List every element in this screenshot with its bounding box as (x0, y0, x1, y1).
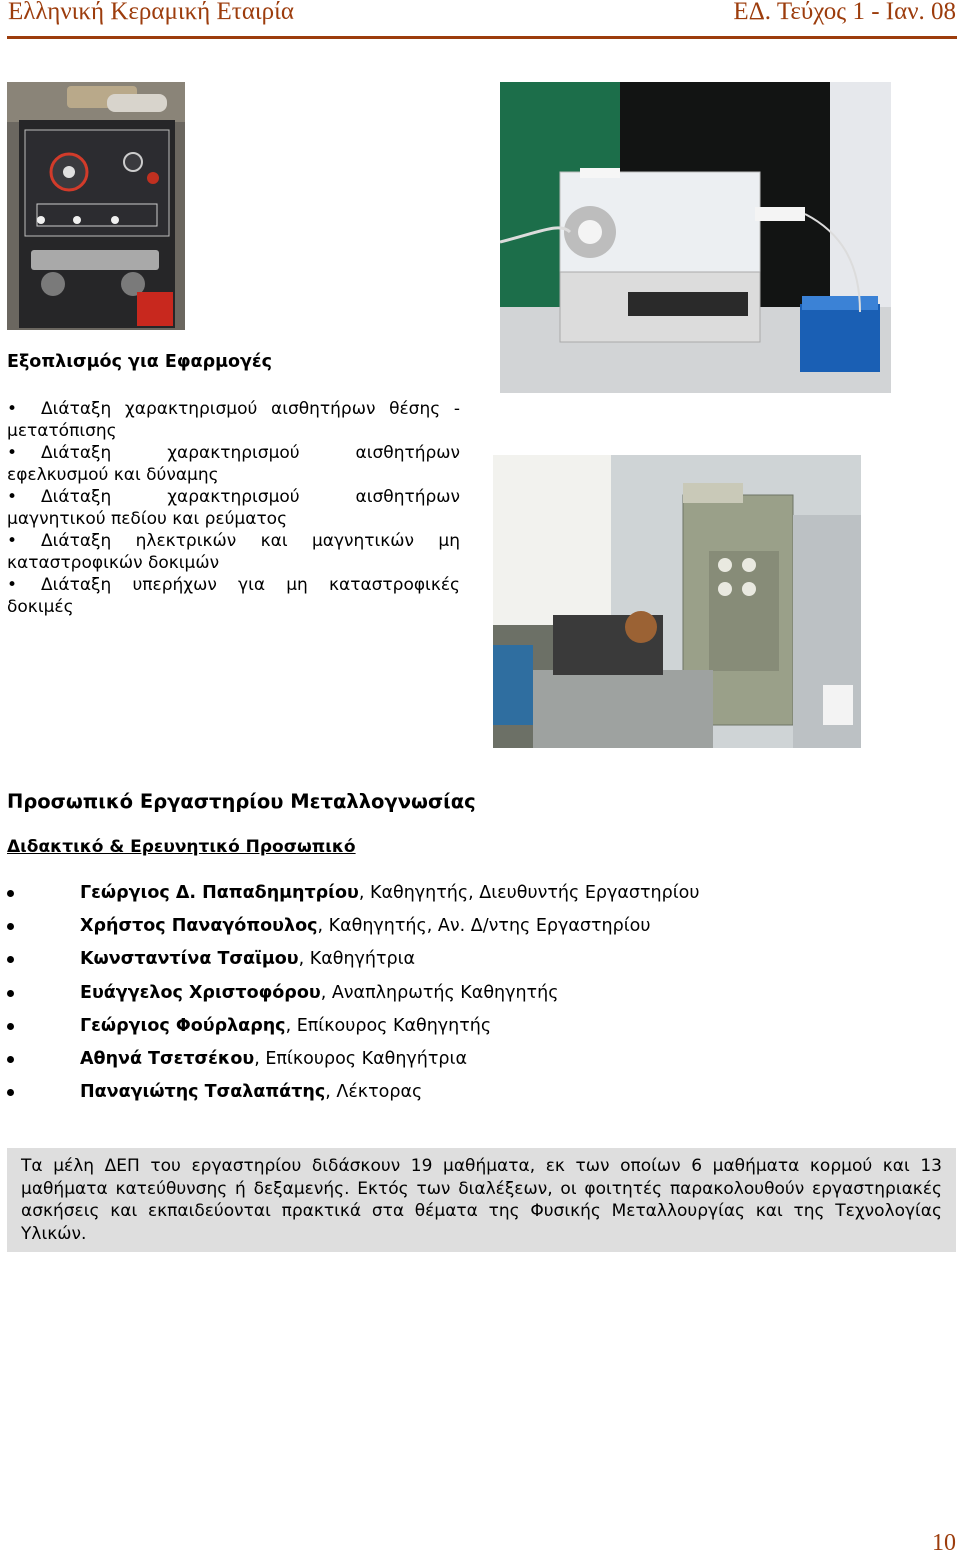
staff-name: Κωνσταντίνα Τσαϊμου (80, 949, 299, 970)
bullet-icon (7, 990, 14, 997)
staff-row (7, 1013, 907, 1046)
list-item: • Διάταξη χαρακτηρισμού αισθητήρων μαγνητικού πεδίου και ρεύματος (7, 487, 460, 529)
info-box: Τα μέλη ΔΕΠ του εργαστηρίου διδάσκουν 19 μαθήματα, εκ των οποίων 6 μαθήματα κορμού και 13 μαθήματα κατεύθυνσης ή δεξαμενής. Εκτός των διαλέξεων, οι φοιτητές παρακολουθούν εργαστηριακές ασκήσεις και εκπαιδεύονται πρακτικά στα θέματα της Φυσικής Μεταλλουργίας και της Τεχνολογίας Υλικών. (7, 1148, 956, 1252)
list-item: • Διάταξη χαρακτηρισμού αισθητήρων θέσης - μετατόπισης (7, 399, 460, 441)
staff-name: Παναγιώτης Τσαλαπάτης (80, 1082, 326, 1103)
staff-role: , Καθηγήτρια (298, 949, 416, 970)
bullet-icon: • (7, 399, 18, 419)
equipment-list (7, 398, 460, 618)
equipment-heading: Εξοπλισμός για Εφαρμογές (7, 352, 273, 372)
bullet-icon (7, 890, 14, 897)
staff-subheading: Διδακτικό & Ερευνητικό Προσωπικό (7, 837, 356, 857)
staff-row (7, 980, 907, 1013)
journal-title: Ελληνική Κεραμική Εταιρία (8, 0, 294, 25)
staff-row (7, 946, 907, 979)
bullet-icon (7, 956, 14, 963)
staff-row (7, 1046, 907, 1079)
photo-lab-equipment (493, 455, 861, 748)
staff-list (7, 880, 907, 1112)
staff-name: Αθηνά Τσετσέκου (80, 1048, 255, 1069)
photo-tube-furnace (500, 82, 891, 393)
page-number: 10 (932, 1530, 956, 1556)
bullet-icon (7, 1023, 14, 1030)
staff-role: , Αναπληρωτής Καθηγητής (320, 982, 559, 1003)
staff-role: , Καθηγητής, Αν. Δ/ντης Εργαστηρίου (317, 916, 651, 937)
staff-name: Γεώργιος Δ. Παπαδημητρίου (80, 883, 359, 903)
bullet-icon (7, 1056, 14, 1063)
bullet-icon: • (7, 443, 18, 463)
staff-row (7, 913, 907, 946)
header-divider (7, 36, 957, 39)
staff-name: Ευάγγελος Χριστοφόρου (80, 982, 321, 1003)
staff-heading: Προσωπικό Εργαστηρίου Μεταλλογνωσίας (7, 790, 476, 813)
staff-role: , Λέκτορας (325, 1082, 423, 1103)
staff-row (7, 880, 907, 913)
staff-role: , Επίκουρος Καθηγήτρια (254, 1048, 467, 1069)
bullet-icon (7, 1089, 14, 1096)
staff-role: , Επίκουρος Καθηγητής (285, 1015, 492, 1036)
bullet-icon: • (7, 487, 18, 507)
bullet-icon: • (7, 531, 18, 551)
list-item: • Διάταξη υπερήχων για μη καταστροφικές δοκιμές (7, 575, 460, 617)
list-item: • Διάταξη ηλεκτρικών και μαγνητικών μη καταστροφικών δοκιμών (7, 531, 460, 573)
staff-row (7, 1079, 907, 1112)
bullet-icon: • (7, 575, 18, 595)
bullet-icon (7, 923, 14, 930)
issue-label: ΕΔ. Τεύχος 1 - Ιαν. 08 (733, 0, 956, 25)
staff-role: , Καθηγητής, Διευθυντής Εργαστηρίου (358, 883, 700, 903)
staff-name: Χρήστος Παναγόπουλος (80, 916, 318, 937)
staff-name: Γεώργιος Φούρλαρης (80, 1015, 286, 1036)
list-item: • Διάταξη χαρακτηρισμού αισθητήρων εφελκυσμού και δύναμης (7, 443, 460, 485)
photo-welding-machine (7, 82, 185, 330)
